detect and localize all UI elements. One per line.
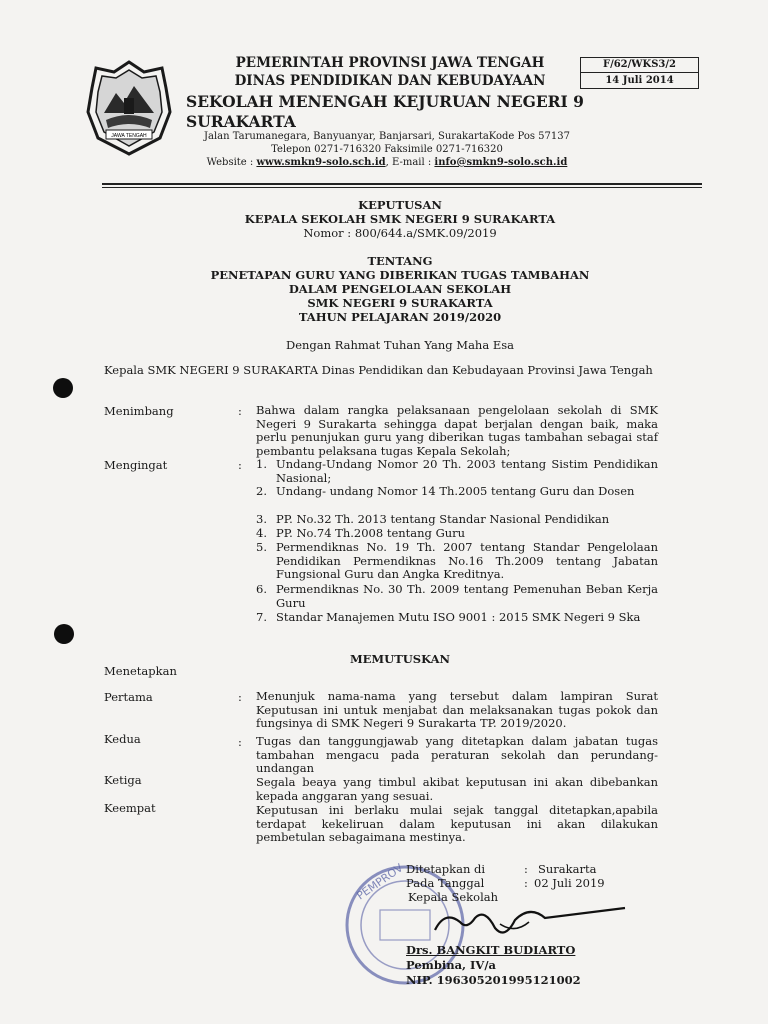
pertama-colon: : xyxy=(238,690,242,704)
ditetapkan-label: Ditetapkan di xyxy=(406,862,486,876)
header-line-2: DINAS PENDIDIKAN DAN KEBUDAYAAN xyxy=(234,73,546,89)
item-text: PP. No.74 Th.2008 tentang Guru xyxy=(276,526,466,540)
title-subject-2: DALAM PENGELOLAAN SEKOLAH xyxy=(288,282,512,296)
punch-hole-top xyxy=(53,378,73,398)
header-rule-thin xyxy=(102,187,702,188)
mengingat-item xyxy=(256,485,658,499)
mengingat-item xyxy=(256,527,658,541)
ketiga-label: Ketiga xyxy=(104,773,142,787)
signer-name: Drs. BANGKIT BUDIARTO xyxy=(406,943,576,957)
signer-role: Kepala Sekolah xyxy=(408,890,499,904)
pertama-text: Menunjuk nama-nama yang tersebut dalam lampiran Surat Keputusan ini untuk menjabat dan melaksanakan tugas pokok dan fungsinya di SMK Negeri 9 Surakarta TP. 2019/2020. xyxy=(256,689,658,730)
intro-paragraph: Kepala SMK NEGERI 9 SURAKARTA Dinas Pendidikan dan Kebudayaan Provinsi Jawa Tengah xyxy=(104,363,653,377)
item-text: Undang- undang Nomor 14 Th.2005 tentang Guru dan Dosen xyxy=(276,484,635,498)
form-code-box xyxy=(580,57,699,89)
item-number: 6. xyxy=(256,582,267,596)
header-line-1: PEMERINTAH PROVINSI JAWA TENGAH xyxy=(235,55,545,71)
ditetapkan-colon: : xyxy=(524,862,528,876)
item-number: 5. xyxy=(256,540,267,554)
email-link[interactable]: info@smkn9-solo.sch.id xyxy=(434,157,568,168)
keempat-text: Keputusan ini berlaku mulai sejak tanggal ditetapkan,apabila terdapat kekeliruan dalam keputusan ini akan dilakukan pembetulan sebagaimana mestinya. xyxy=(256,803,658,844)
tanggal-label: Pada Tanggal xyxy=(406,876,485,890)
item-text: Standar Manajemen Mutu ISO 9001 : 2015 SMK Negeri 9 Ska xyxy=(276,610,641,624)
form-date: 14 Juli 2014 xyxy=(605,75,674,86)
mengingat-item xyxy=(256,541,658,582)
logo-text: JAWA TENGAH xyxy=(111,133,147,139)
mengingat-item xyxy=(256,458,658,485)
header-line-3: SEKOLAH MENENGAH KEJURUAN NEGERI 9 xyxy=(186,92,584,111)
title-rahmat: Dengan Rahmat Tuhan Yang Maha Esa xyxy=(285,338,515,352)
menimbang-text: Bahwa dalam rangka pelaksanaan pengelolaan sekolah di SMK Negeri 9 Surakarta sehingga dapat berjalan dengan baik, maka perlu penunjukan guru yang diberikan tugas tambahan sebagai staf pembantu pelaksana tugas Kepala Sekolah; xyxy=(256,403,658,458)
tanggal-value: 02 Juli 2019 xyxy=(534,876,605,890)
mengingat-item xyxy=(256,611,658,625)
contact-line xyxy=(192,156,582,169)
item-text: PP. No.32 Th. 2013 tentang Standar Nasional Pendidikan xyxy=(276,512,610,526)
header-rule-thick xyxy=(102,183,702,185)
item-number: 4. xyxy=(256,526,267,540)
item-text: Undang-Undang Nomor 20 Th. 2003 tentang Sistim Pendidikan Nasional; xyxy=(276,457,658,485)
signer-rank: Pembina, IV/a xyxy=(406,958,497,972)
pertama-label: Pertama xyxy=(104,690,153,704)
mengingat-item xyxy=(256,513,658,527)
punch-hole-bottom xyxy=(54,624,74,644)
website-link[interactable]: www.smkn9-solo.sch.id xyxy=(256,157,386,168)
title-subject-4: TAHUN PELAJARAN 2019/2020 xyxy=(298,310,502,324)
tanggal-colon: : xyxy=(524,876,528,890)
item-text: Permendiknas No. 19 Th. 2007 tentang Standar Pengelolaan Pendidikan Permendiknas No.16 Th.2009 tentang Jabatan Fungsional Guru dan Angka Kreditnya. xyxy=(276,540,658,581)
address-line: Jalan Tarumanegara, Banyuanyar, Banjarsari, SurakartaKode Pos 57137 xyxy=(203,131,570,142)
mengingat-item xyxy=(256,583,658,610)
stamp-text: PEMPROV xyxy=(354,861,406,903)
title-keputusan: KEPUTUSAN xyxy=(358,198,442,212)
title-subject-3: SMK NEGERI 9 SURAKARTA xyxy=(307,296,493,310)
title-kepala: KEPALA SEKOLAH SMK NEGERI 9 SURAKARTA xyxy=(244,212,556,226)
title-subject-1: PENETAPAN GURU YANG DIBERIKAN TUGAS TAMBAHAN xyxy=(210,268,590,282)
kedua-text: Tugas dan tanggungjawab yang ditetapkan dalam jabatan tugas tambahan mengacu pada peraturan sekolah dan perundang-undangan xyxy=(256,734,658,775)
item-number: 3. xyxy=(256,512,267,526)
keempat-label: Keempat xyxy=(104,801,156,815)
memutuskan-heading: MEMUTUSKAN xyxy=(349,652,451,666)
form-code: F/62/WKS3/2 xyxy=(581,58,698,73)
item-text: Permendiknas No. 30 Th. 2009 tentang Pemenuhan Beban Kerja Guru xyxy=(276,582,658,610)
title-nomor: Nomor : 800/644.a/SMK.09/2019 xyxy=(303,226,497,240)
province-logo xyxy=(84,58,174,158)
ketiga-text: Segala beaya yang timbul akibat keputusan ini akan dibebankan kepada anggaran yang sesuai. xyxy=(256,775,658,803)
item-number: 2. xyxy=(256,484,267,498)
email-label: , E-mail : xyxy=(385,157,432,168)
header-line-4: SURAKARTA xyxy=(186,112,296,131)
kedua-colon: : xyxy=(238,735,242,749)
signer-nip: NIP. 196305201995121002 xyxy=(406,973,581,987)
item-number: 7. xyxy=(256,610,267,624)
ditetapkan-value: Surakarta xyxy=(538,862,597,876)
mengingat-colon: : xyxy=(238,458,242,472)
title-tentang: TENTANG xyxy=(367,254,433,268)
mengingat-label: Mengingat xyxy=(104,458,168,472)
menetapkan-label: Menetapkan xyxy=(104,664,177,678)
menimbang-colon: : xyxy=(238,404,242,418)
phone-line: Telepon 0271-716320 Faksimile 0271-716320 xyxy=(271,144,503,155)
item-number: 1. xyxy=(256,457,267,471)
header-address xyxy=(192,130,582,169)
kedua-label: Kedua xyxy=(104,732,141,746)
web-label: Website : xyxy=(206,157,254,168)
menimbang-label: Menimbang xyxy=(104,404,174,418)
